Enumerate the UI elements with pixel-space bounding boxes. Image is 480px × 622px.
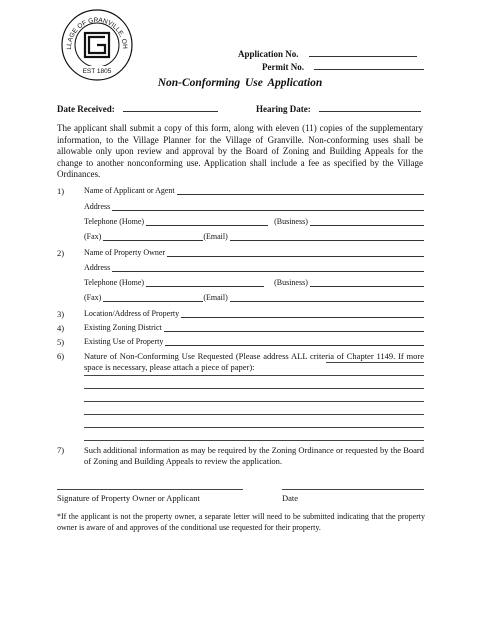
nature-field-line[interactable]	[84, 388, 424, 389]
applicant-email-field[interactable]	[230, 232, 424, 241]
owner-name-field[interactable]	[167, 248, 424, 257]
zoning-district-field[interactable]	[164, 323, 424, 332]
owner-phone-home-field[interactable]	[146, 278, 264, 287]
nature-field-line[interactable]	[84, 401, 424, 402]
applicant-email-label: (Email)	[203, 232, 228, 241]
signature-date-label: Date	[282, 493, 299, 503]
applicant-address-label: Address	[84, 202, 111, 211]
existing-use-row	[84, 337, 424, 346]
owner-name-row	[84, 248, 424, 257]
nature-text: Nature of Non-Conforming Use Requested (Please address ALL criteria of Chapter 1149. If more space is necessary, please attach a piece of paper):	[84, 351, 424, 372]
applicant-name-field[interactable]	[177, 186, 424, 195]
item-number: 5)	[57, 337, 65, 347]
item-number: 4)	[57, 323, 65, 333]
village-seal	[60, 8, 134, 82]
owner-fax-field[interactable]	[103, 293, 203, 302]
item-number: 3)	[57, 309, 65, 319]
applicant-name-label: Name of Applicant or Agent	[84, 186, 175, 195]
existing-use-label: Existing Use of Property	[84, 337, 164, 346]
location-row	[84, 309, 424, 318]
page-title: Non-Conforming Use Application	[157, 77, 323, 89]
application-no-label: Application No.	[238, 49, 299, 59]
nature-field-line[interactable]	[84, 427, 424, 428]
nature-field-line[interactable]	[84, 375, 424, 376]
owner-phone-row	[84, 278, 424, 287]
date-received-row	[57, 99, 218, 117]
owner-address-field[interactable]	[112, 263, 424, 272]
owner-email-label: (Email)	[203, 293, 228, 302]
date-received-label: Date Received:	[57, 104, 115, 114]
application-no-field[interactable]	[309, 47, 417, 57]
applicant-name-row	[84, 186, 424, 195]
signature-date-field[interactable]	[282, 489, 424, 490]
seal-est-text: EST 1805	[82, 68, 112, 75]
signature-label: Signature of Property Owner or Applicant	[57, 493, 200, 503]
existing-use-field[interactable]	[165, 337, 424, 346]
applicant-phone-home-field[interactable]	[146, 217, 268, 226]
zoning-district-row	[84, 323, 424, 332]
permit-no-label: Permit No.	[262, 62, 304, 72]
owner-fax-label: (Fax)	[84, 293, 102, 302]
owner-fax-row	[84, 293, 424, 302]
seal-ring-text: LLAGE OF GRANVILLE, OH	[65, 16, 129, 50]
zoning-district-label: Existing Zoning District	[84, 323, 162, 332]
item-number: 2)	[57, 248, 65, 258]
signature-field[interactable]	[57, 489, 243, 490]
owner-address-label: Address	[84, 263, 111, 272]
date-received-field[interactable]	[123, 102, 218, 112]
applicant-phone-home-label: Telephone (Home)	[84, 217, 145, 226]
svg-text:VILLAGE OF GRANVILLE, OHIO	[60, 8, 128, 50]
owner-name-label: Name of Property Owner	[84, 248, 166, 257]
applicant-address-row	[84, 202, 424, 211]
owner-phone-business-label: (Business)	[274, 278, 308, 287]
item-number: 6)	[57, 351, 65, 361]
applicant-phone-business-label: (Business)	[274, 217, 308, 226]
item-number: 1)	[57, 186, 65, 196]
footnote: *If the applicant is not the property owner, a separate letter will need to be submitted indicating that the property owner is aware of and approves of the conditional use requested for their property.	[57, 512, 425, 532]
intro-paragraph: The applicant shall submit a copy of this form, along with eleven (11) copies of the supplementary information, to the Village Planner for the Village of Granville. Non-conforming uses shall be allowable only upon review and approval by the Board of Zoning and Building Appeals for the change to another nonconforming use. Application shall include a fee as specified by the Village Ordinances.	[57, 123, 423, 179]
location-field[interactable]	[181, 309, 424, 318]
hearing-date-row	[256, 99, 421, 117]
permit-no-row	[262, 57, 424, 75]
nature-field-line[interactable]	[84, 414, 424, 415]
applicant-fax-label: (Fax)	[84, 232, 102, 241]
owner-email-field[interactable]	[230, 293, 424, 302]
applicant-fax-row	[84, 232, 424, 241]
additional-info-text: Such additional information as may be required by the Zoning Ordinance or requested by the Board of Zoning and Building Appeals to review the application.	[84, 445, 424, 466]
permit-no-field[interactable]	[314, 60, 424, 70]
nature-field-line[interactable]	[326, 362, 424, 363]
item-number: 7)	[57, 445, 65, 455]
applicant-address-field[interactable]	[112, 202, 424, 211]
hearing-date-label: Hearing Date:	[256, 104, 311, 114]
nature-field-line[interactable]	[84, 440, 424, 441]
applicant-phone-business-field[interactable]	[310, 217, 424, 226]
owner-address-row	[84, 263, 424, 272]
owner-phone-business-field[interactable]	[310, 278, 424, 287]
applicant-phone-row	[84, 217, 424, 226]
owner-phone-home-label: Telephone (Home)	[84, 278, 145, 287]
applicant-fax-field[interactable]	[103, 232, 203, 241]
hearing-date-field[interactable]	[319, 102, 421, 112]
location-label: Location/Address of Property	[84, 309, 180, 318]
